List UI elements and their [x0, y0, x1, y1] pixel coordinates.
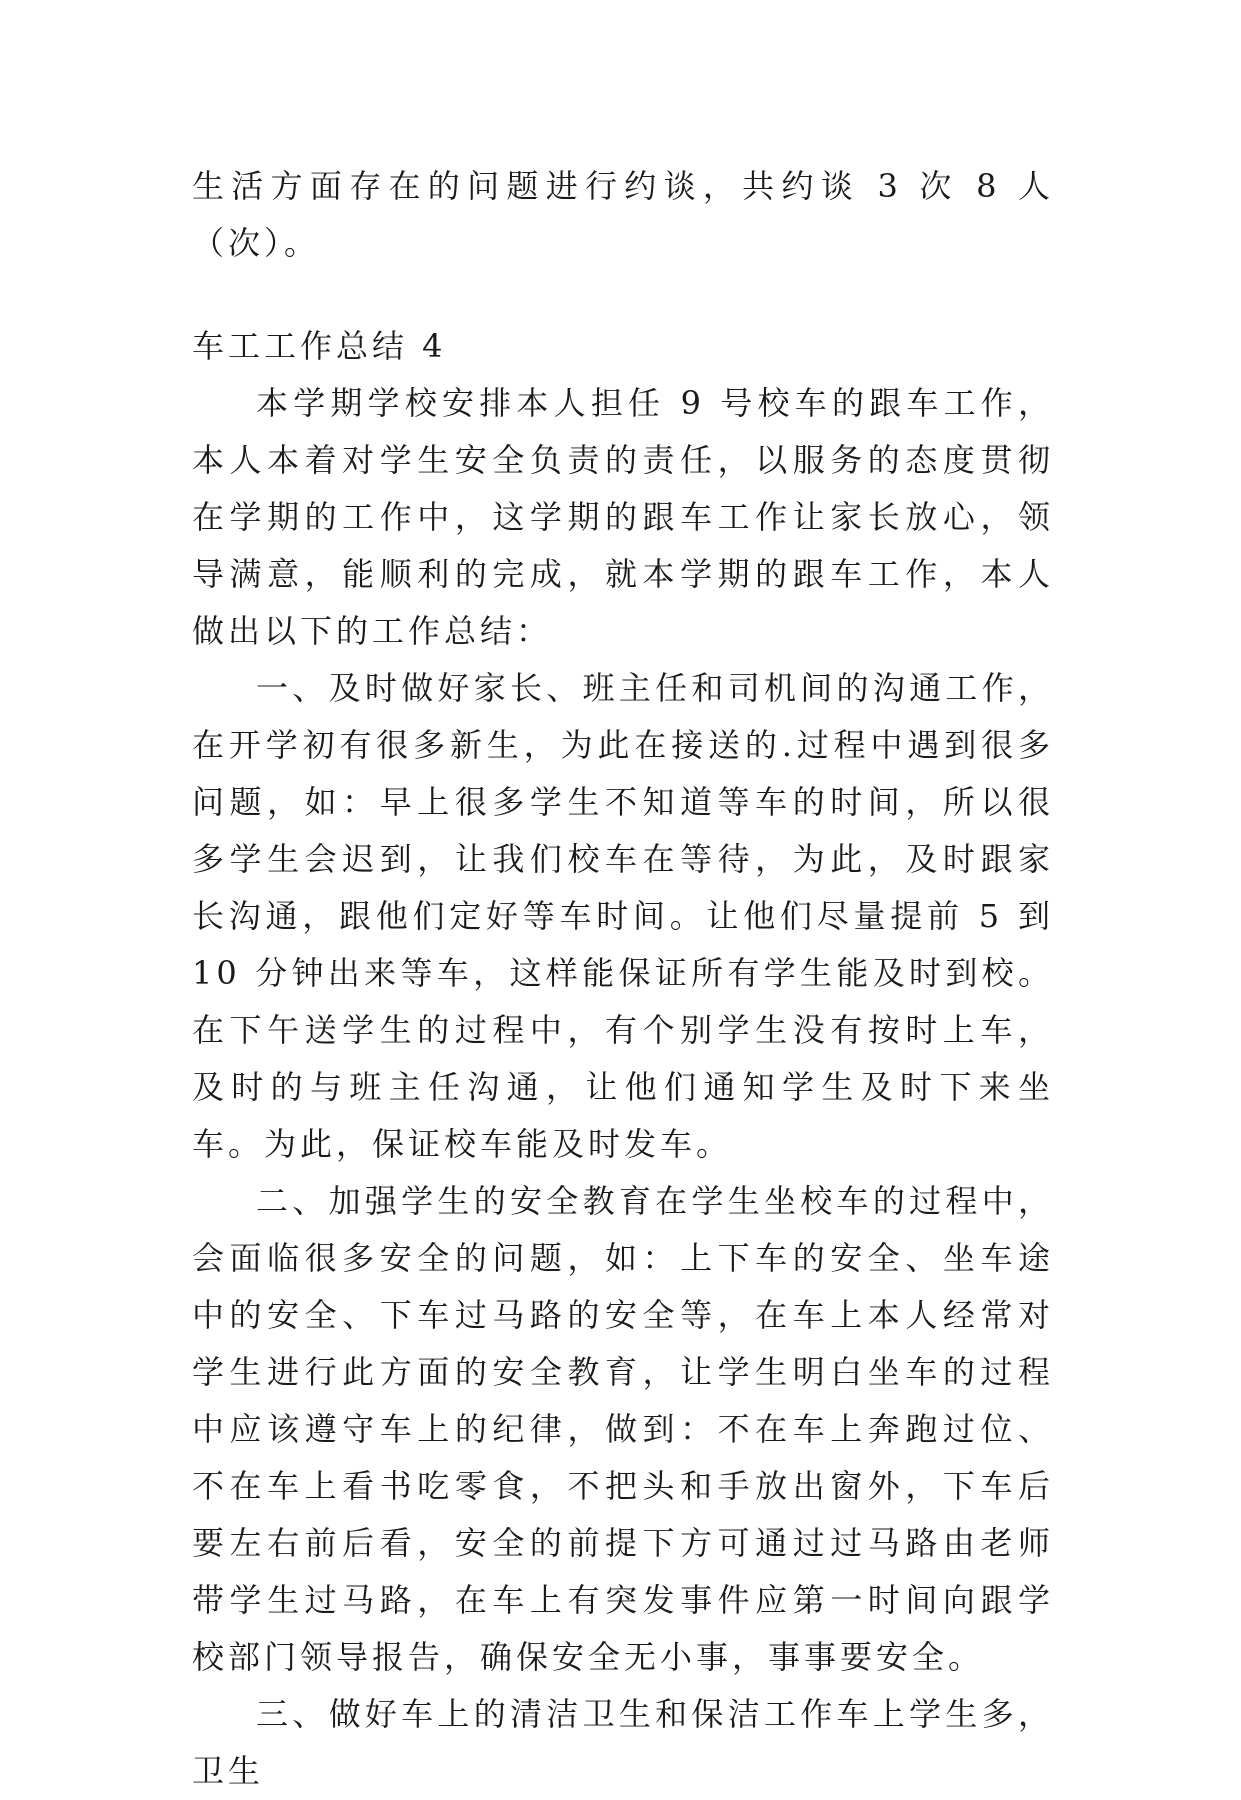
paragraph-intro: 本学期学校安排本人担任 9 号校车的跟车工作，本人本着对学生安全负责的责任，以服务的态度贯彻在学期的工作中，这学期的跟车工作让家长放心，领导满意，能顺利的完成，就本学期的跟车工作，本人做出以下的工作总结：: [192, 384, 1054, 650]
paragraph-point-two: 二、加强学生的安全教育在学生坐校车的过程中，会面临很多安全的问题，如：上下车的安全、坐车途中的安全、下车过马路的安全等，在车上本人经常对学生进行此方面的安全教育，让学生明白坐车的过程中应该遵守车上的纪律，做到：不在车上奔跑过位、不在车上看书吃零食，不把头和手放出窗外，下车后要左右前后看，安全的前提下方可通过过马路由老师带学生过马路，在车上有突发事件应第一时间向跟学校部门领导报告，确保安全无小事，事事要安全。: [192, 1182, 1054, 1676]
paragraph-point-three: 三、做好车上的清洁卫生和保洁工作车上学生多，卫生: [192, 1695, 1054, 1790]
continuation-line: 生活方面存在的问题进行约谈，共约谈 3 次 8 人（次）。: [192, 167, 1054, 262]
document-body: [192, 158, 1054, 1800]
paragraph-point-one: 一、及时做好家长、班主任和司机间的沟通工作，在开学初有很多新生，为此在接送的.过程中遇到很多问题，如：早上很多学生不知道等车的时间，所以很多学生会迟到，让我们校车在等待，为此，及时跟家长沟通，跟他们定好等车时间。让他们尽量提前 5 到 10 分钟出来等车，这样能保证所有学生能及时到校。在下午送学生的过程中，有个别学生没有按时上车，及时的与班主任沟通，让他们通知学生及时下来坐车。为此，保证校车能及时发车。: [192, 669, 1054, 1163]
section-title: 车工工作总结 4: [192, 327, 447, 365]
